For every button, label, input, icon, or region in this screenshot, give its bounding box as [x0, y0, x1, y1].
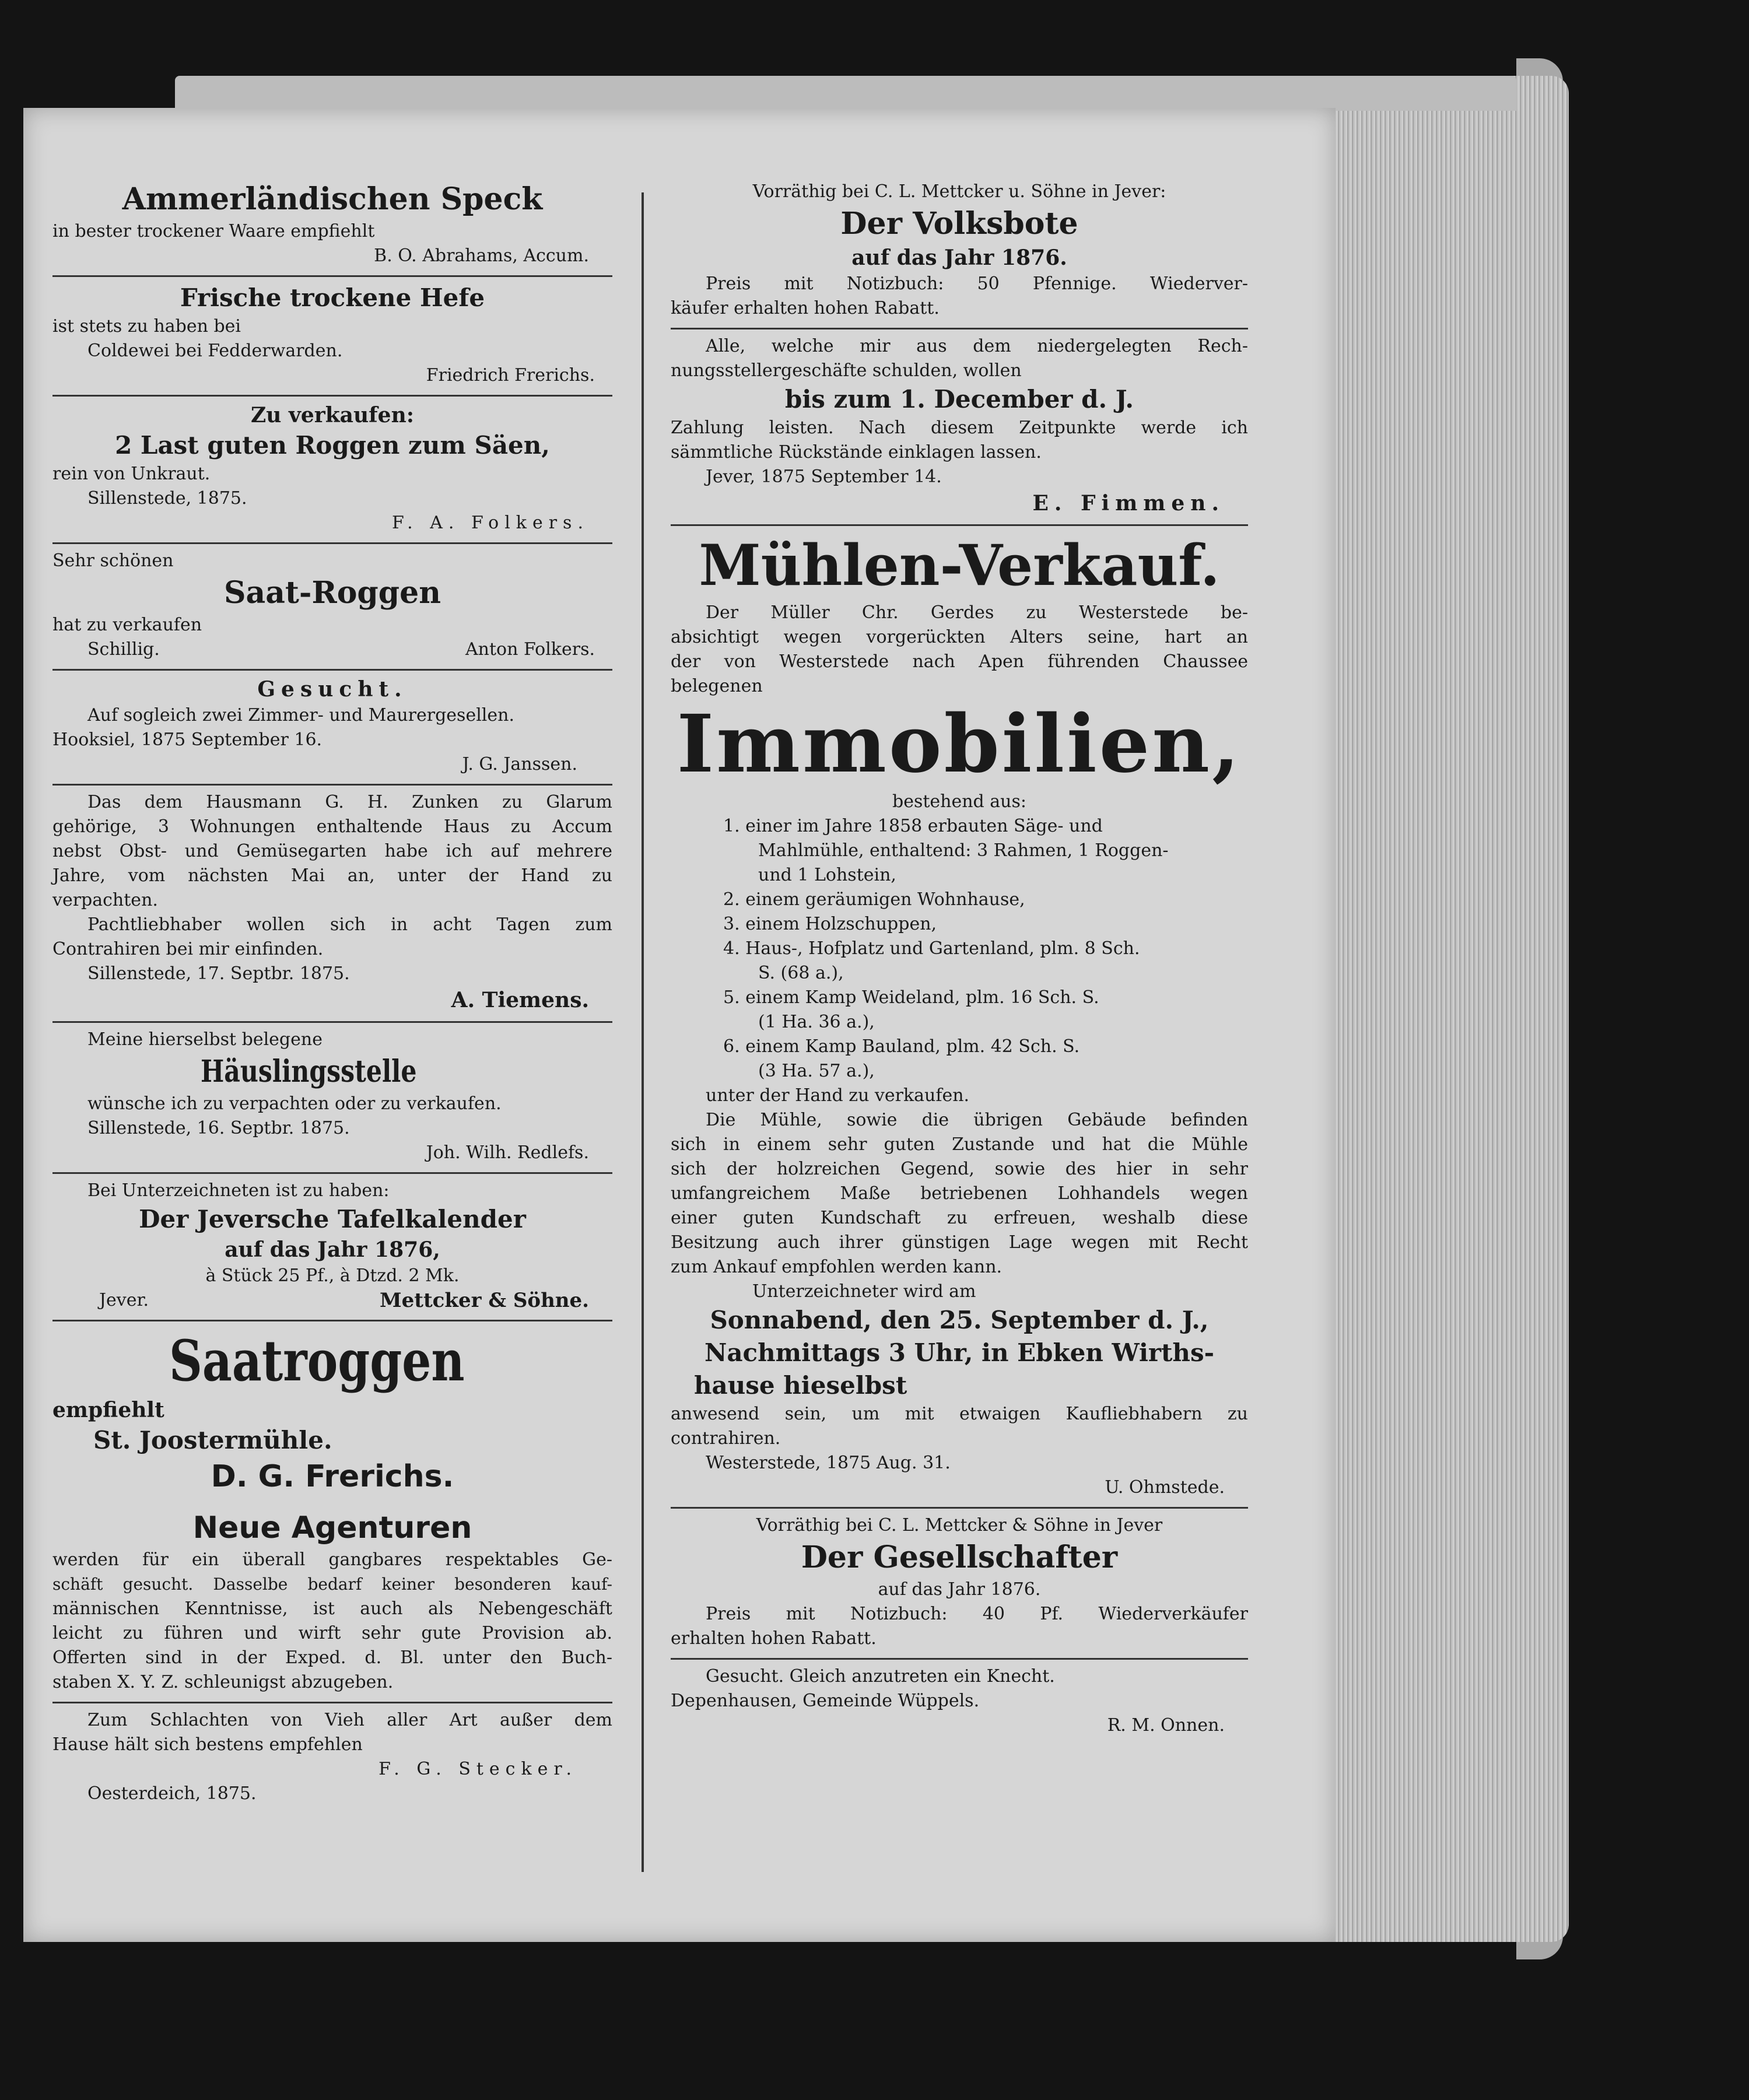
ad-signature: J. G. Janssen.: [462, 754, 577, 774]
ad-date-line: Nachmittags 3 Uhr, in Ebken Wirths-: [704, 1338, 1215, 1367]
ad-text: Jahre, vom nächsten Mai an, unter der Hand zu: [52, 865, 612, 886]
ad-title-text: Häuslingsstelle: [201, 1054, 417, 1089]
ad-signature: F. G. Stecker.: [378, 1759, 577, 1779]
ad-text: Sillenstede, 16. Septbr. 1875.: [87, 1118, 350, 1138]
ad-gesellschafter: [671, 1509, 1248, 1660]
list-item: 1. einer im Jahre 1858 erbauten Säge- und: [723, 816, 1103, 836]
ad-text: Sehr schönen: [52, 551, 174, 571]
ad-heading: Zu verkaufen:: [250, 403, 415, 427]
ad-text: auf das Jahr 1876,: [225, 1237, 440, 1262]
ad-neue-agenturen: [52, 1503, 612, 1703]
ad-signature: Anton Folkers.: [465, 639, 595, 660]
list-item: 2. einem geräumigen Wohnhause,: [723, 889, 1025, 910]
ad-heading: Gesucht.: [257, 677, 408, 702]
list-item: 3. einem Holzschuppen,: [723, 914, 937, 934]
ad-text: männischen Kenntnisse, ist auch als Nebengeschäft: [52, 1598, 612, 1619]
ad-text: Jever, 1875 September 14.: [706, 467, 942, 487]
ad-signature: U. Ohmstede.: [1105, 1477, 1225, 1498]
ad-text: Bei Unterzeichneten ist zu haben:: [87, 1180, 390, 1201]
ad-text: Oesterdeich, 1875.: [87, 1783, 257, 1804]
ad-text: ist stets zu haben bei: [52, 316, 241, 336]
ad-text: Zahlung leisten. Nach diesem Zeitpunkte werde ich: [671, 418, 1248, 438]
ad-text: Vorräthig bei C. L. Mettcker & Söhne in Jever: [756, 1515, 1163, 1535]
ad-text: rein von Unkraut.: [52, 464, 211, 484]
ad-title: Frische trockene Hefe: [180, 283, 485, 312]
ad-signature: D. G. Frerichs.: [211, 1459, 454, 1494]
list-item: (3 Ha. 57 a.),: [758, 1061, 875, 1081]
ad-text: erhalten hohen Rabatt.: [671, 1628, 877, 1649]
ad-rechnungssteller: [671, 329, 1248, 526]
ad-text: Auf sogleich zwei Zimmer- und Maurergesellen.: [87, 705, 515, 725]
ad-text: Preis mit Notizbuch: 40 Pf. Wiederverkäufer: [706, 1604, 1248, 1624]
ad-haus-verpachten: [52, 786, 612, 1023]
ad-text: contrahiren.: [671, 1428, 781, 1449]
ad-signature: Mettcker & Söhne.: [380, 1289, 589, 1312]
ad-place: Jever.: [99, 1290, 149, 1310]
ad-place: Schillig.: [87, 639, 160, 660]
ad-text: auf das Jahr 1876.: [851, 246, 1067, 270]
ad-text: gehörige, 3 Wohnungen enthaltende Haus zu Accum: [52, 816, 612, 837]
ad-text: anwesend sein, um mit etwaigen Kaufliebhabern zu: [671, 1404, 1248, 1424]
ad-haeuslingsstelle: [52, 1023, 612, 1174]
ad-signature: E. Fimmen.: [1032, 491, 1225, 516]
ad-text: St. Joostermühle.: [93, 1426, 332, 1454]
ad-text: sich der holzreichen Gegend, sowie des hier in sehr: [671, 1159, 1248, 1179]
ad-text: Sillenstede, 17. Septbr. 1875.: [87, 963, 350, 984]
ad-text: Westerstede, 1875 Aug. 31.: [706, 1453, 951, 1473]
ad-speck: [52, 175, 612, 277]
ad-signature: R. M. Onnen.: [1107, 1715, 1225, 1736]
list-item: 6. einem Kamp Bauland, plm. 42 Sch. S.: [723, 1036, 1080, 1057]
ad-text: umfangreichem Maße betriebenen Lohhandels wegen: [671, 1183, 1248, 1204]
ad-saatroggen: [52, 1321, 612, 1503]
ad-text: Coldewei bei Fedderwarden.: [87, 341, 343, 361]
list-item: S. (68 a.),: [758, 963, 844, 983]
ad-volksbote: [671, 175, 1248, 329]
ad-signature: F. A. Folkers.: [392, 513, 589, 533]
ad-hefe: [52, 277, 612, 397]
ad-text: unter der Hand zu verkaufen.: [706, 1085, 970, 1106]
list-item: und 1 Lohstein,: [758, 865, 896, 885]
ad-text: hat zu verkaufen: [52, 615, 202, 635]
ad-saat-roggen: [52, 544, 612, 671]
ad-text: à Stück 25 Pf., à Dtzd. 2 Mk.: [205, 1265, 460, 1286]
ad-text: Die Mühle, sowie die übrigen Gebäude befinden: [706, 1110, 1248, 1130]
ad-text: zum Ankauf empfohlen werden kann.: [671, 1257, 1003, 1277]
ad-text: käufer erhalten hohen Rabatt.: [671, 298, 940, 318]
ad-title: [52, 1326, 612, 1396]
ad-text: Preis mit Notizbuch: 50 Pfennige. Wiederver-: [706, 274, 1248, 294]
left-column: [52, 175, 612, 1813]
ad-muehlen-verkauf: [671, 526, 1248, 1509]
ad-text: leicht zu führen und wirft sehr gute Provision ab.: [52, 1623, 612, 1643]
ad-text: staben X. Y. Z. schleunigst abzugeben.: [52, 1672, 394, 1692]
list-item: (1 Ha. 36 a.),: [758, 1012, 875, 1032]
ad-signature: B. O. Abrahams, Accum.: [374, 246, 589, 266]
ad-text: Gesucht. Gleich anzutreten ein Knecht.: [706, 1666, 1055, 1687]
ad-text: Sillenstede, 1875.: [87, 488, 247, 509]
right-column: [671, 175, 1248, 1745]
ad-title: Saat-Roggen: [223, 575, 441, 611]
ad-title: Der Gesellschafter: [801, 1540, 1118, 1575]
ad-title: Ammerländischen Speck: [122, 181, 543, 217]
ad-text: Hause hält sich bestens empfehlen: [52, 1734, 363, 1755]
ad-text: der von Westerstede nach Apen führenden Chaussee: [671, 651, 1248, 672]
ad-text: Alle, welche mir aus dem niedergelegten Rech-: [706, 336, 1248, 356]
top-strip: [175, 76, 1516, 111]
ad-signature: Joh. Wilh. Redlefs.: [426, 1142, 589, 1163]
ad-text: Das dem Hausmann G. H. Zunken zu Glarum: [87, 792, 612, 812]
ad-title: Mühlen-Verkauf.: [699, 532, 1220, 598]
ad-date-line: hause hieselbst: [694, 1371, 907, 1400]
ad-text: Meine hierselbst belegene: [87, 1029, 323, 1050]
ad-date-line: Sonnabend, den 25. September d. J.,: [710, 1306, 1209, 1334]
ad-title-text: Saatroggen: [169, 1328, 465, 1394]
ad-tafelkalender: [52, 1174, 612, 1321]
ad-title: bis zum 1. December d. J.: [784, 385, 1134, 413]
ad-headline-immobilien: Immobilien,: [677, 697, 1242, 791]
ad-text: einer guten Kundschaft zu erfreuen, weshalb diese: [671, 1208, 1248, 1228]
ad-text: Contrahiren bei mir einfinden.: [52, 939, 324, 959]
ad-signature: Friedrich Frerichs.: [426, 365, 595, 385]
column-rule: [642, 192, 644, 1872]
ad-title: Neue Agenturen: [192, 1510, 472, 1545]
ad-text: schäft gesucht. Dasselbe bedarf keiner besonderen kauf-: [52, 1575, 612, 1594]
ad-text: Unterzeichneter wird am: [752, 1281, 976, 1302]
ad-text: in bester trockener Waare empfiehlt: [52, 221, 375, 241]
ad-roggen-verkauf: [52, 397, 612, 544]
list-item: Mahlmühle, enthaltend: 3 Rahmen, 1 Roggen-: [758, 840, 1169, 861]
ad-gesucht-knecht: [671, 1660, 1248, 1745]
ad-text: Hooksiel, 1875 September 16.: [52, 730, 323, 750]
ad-text: Vorräthig bei C. L. Mettcker u. Söhne in Jever:: [752, 181, 1166, 202]
list-item: 4. Haus-, Hofplatz und Gartenland, plm. 8 Sch.: [723, 938, 1140, 959]
ad-text: Depenhausen, Gemeinde Wüppels.: [671, 1691, 980, 1711]
ad-title: Der Volksbote: [840, 206, 1078, 241]
ad-title: 2 Last guten Roggen zum Säen,: [115, 431, 550, 460]
ad-signature: A. Tiemens.: [451, 988, 589, 1012]
ad-text: absichtigt wegen vorgerückten Alters seine, hart an: [671, 627, 1248, 647]
ad-text: nungsstellergeschäfte schulden, wollen: [671, 360, 1022, 381]
ad-text: bestehend aus:: [892, 791, 1026, 812]
ad-text: Der Müller Chr. Gerdes zu Westerstede be-: [706, 602, 1248, 623]
ad-text: Pachtliebhaber wollen sich in acht Tagen zum: [87, 914, 612, 935]
ad-title: [52, 1052, 612, 1092]
ad-text: Besitzung auch ihrer günstigen Lage wegen mit Recht: [671, 1232, 1248, 1253]
ad-text: wünsche ich zu verpachten oder zu verkaufen.: [87, 1093, 502, 1114]
ad-text: verpachten.: [52, 890, 158, 910]
ad-text: werden für ein überall gangbares respektables Ge-: [52, 1549, 612, 1570]
ad-schlachten: [52, 1703, 612, 1813]
ad-gesucht-gesellen: [52, 671, 612, 786]
ad-text: auf das Jahr 1876.: [878, 1579, 1041, 1600]
ad-text: nebst Obst- und Gemüsegarten habe ich auf mehrere: [52, 841, 612, 861]
ad-text: sich in einem sehr guten Zustande und hat die Mühle: [671, 1134, 1248, 1155]
ad-title: Der Jeversche Tafelkalender: [139, 1205, 526, 1233]
ad-text: empfiehlt: [52, 1398, 164, 1422]
ad-text: Zum Schlachten von Vieh aller Art außer dem: [87, 1710, 612, 1730]
list-item: 5. einem Kamp Weideland, plm. 16 Sch. S.: [723, 987, 1099, 1008]
ad-text: Offerten sind in der Exped. d. Bl. unter den Buch-: [52, 1647, 612, 1668]
page-stack-edge: [1336, 76, 1569, 1942]
ad-text: sämmtliche Rückstände einklagen lassen.: [671, 442, 1042, 462]
ad-text: belegenen: [671, 676, 763, 696]
